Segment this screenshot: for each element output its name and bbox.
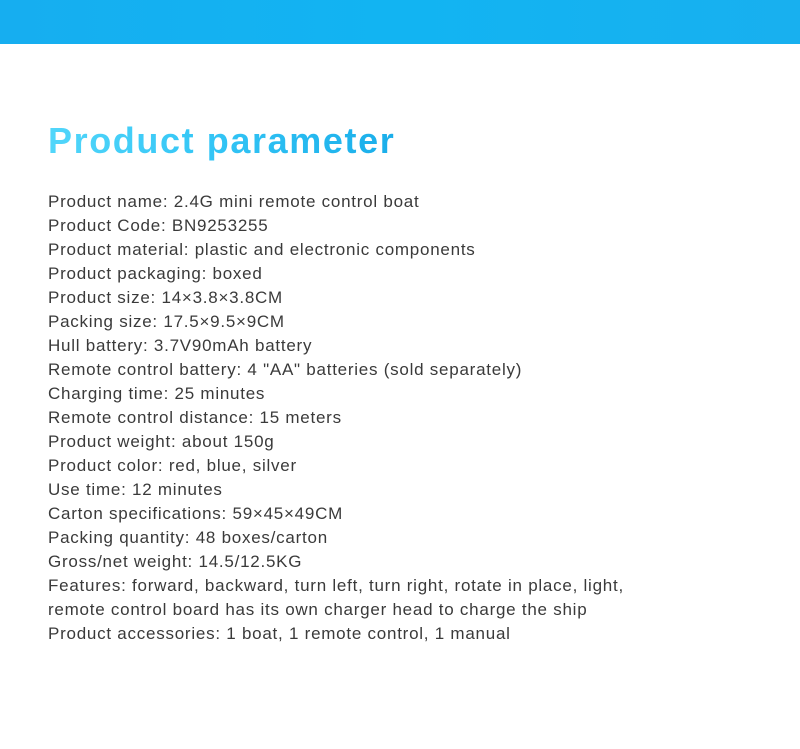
parameter-line: Remote control distance: 15 meters — [48, 408, 342, 427]
parameter-line: Product name: 2.4G mini remote control boat — [48, 192, 420, 211]
parameter-list — [48, 190, 768, 646]
parameter-line: Gross/net weight: 14.5/12.5KG — [48, 552, 303, 571]
parameter-line: Packing size: 17.5×9.5×9CM — [48, 312, 285, 331]
parameter-line: Packing quantity: 48 boxes/carton — [48, 528, 328, 547]
parameter-line: Product color: red, blue, silver — [48, 456, 297, 475]
parameter-line: Product size: 14×3.8×3.8CM — [48, 288, 283, 307]
parameter-line: Product weight: about 150g — [48, 432, 275, 451]
parameter-line: Carton specifications: 59×45×49CM — [48, 504, 344, 523]
parameter-line: remote control board has its own charger head to charge the ship — [48, 600, 588, 619]
parameter-line: Features: forward, backward, turn left, turn right, rotate in place, light, — [48, 576, 624, 595]
top-banner-bar — [0, 0, 800, 44]
parameter-line: Product material: plastic and electronic components — [48, 240, 476, 259]
parameter-line: Product Code: BN9253255 — [48, 216, 269, 235]
parameter-line: Remote control battery: 4 "AA" batteries (sold separately) — [48, 360, 523, 379]
parameter-line: Charging time: 25 minutes — [48, 384, 266, 403]
parameter-line: Product accessories: 1 boat, 1 remote control, 1 manual — [48, 624, 511, 643]
parameter-line: Product packaging: boxed — [48, 264, 263, 283]
parameter-line: Use time: 12 minutes — [48, 480, 223, 499]
page-title: Product parameter — [48, 120, 396, 161]
parameter-line: Hull battery: 3.7V90mAh battery — [48, 336, 313, 355]
